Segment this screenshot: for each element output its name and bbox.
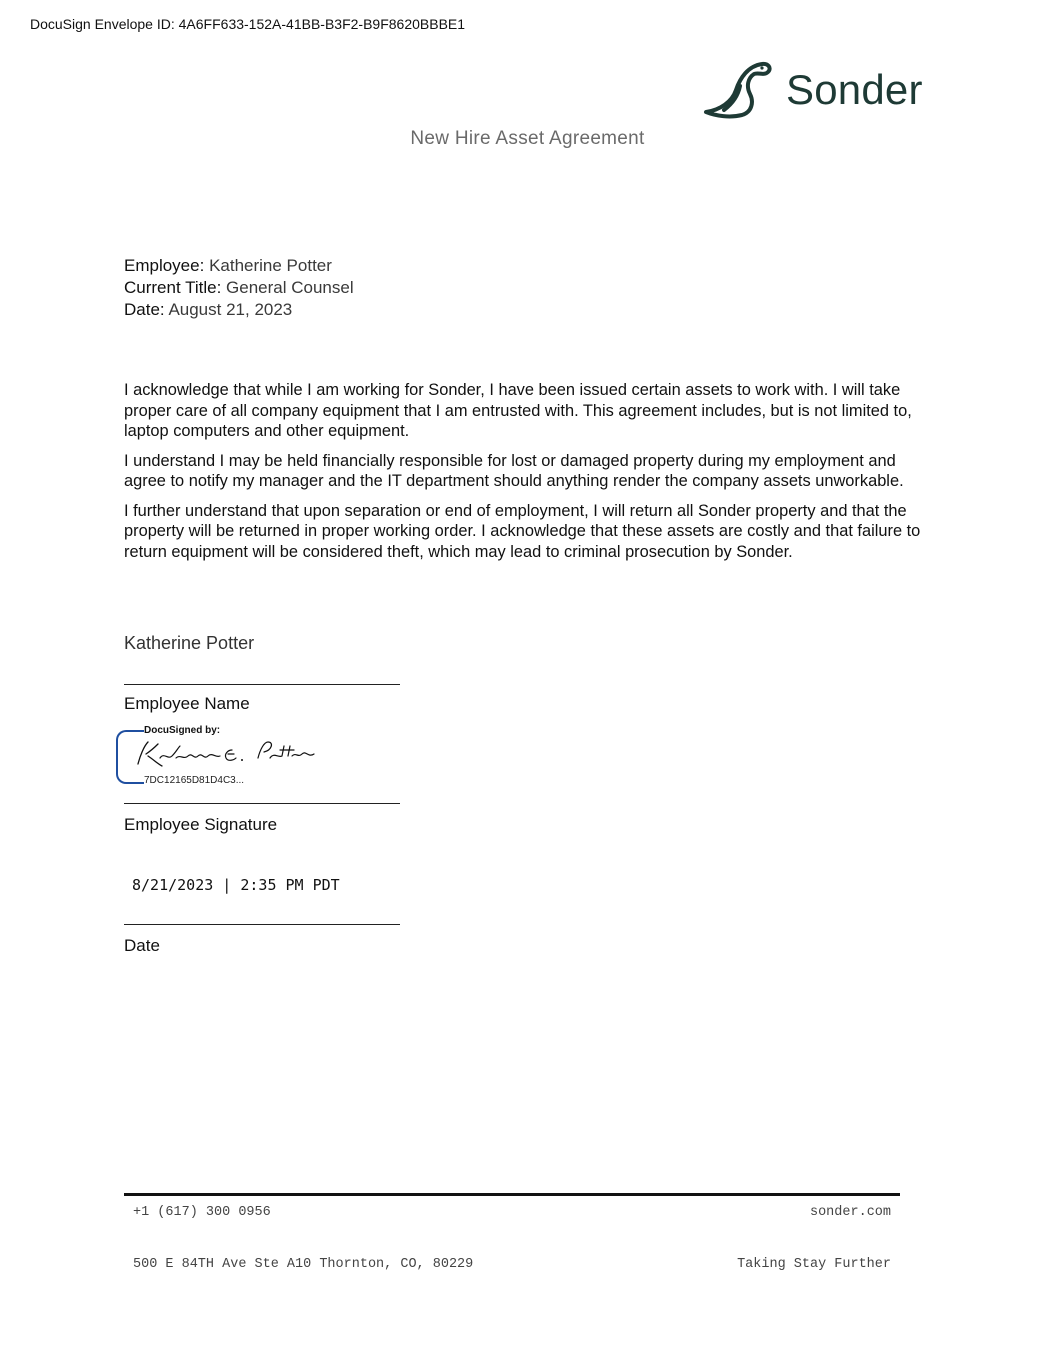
employee-signature-label: Employee Signature <box>124 815 278 834</box>
employee-name-value: Katherine Potter <box>124 633 255 653</box>
handwritten-signature <box>132 736 322 772</box>
footer-divider <box>124 1193 900 1196</box>
date-field-label: Date <box>124 936 160 955</box>
docusign-envelope-id: DocuSign Envelope ID: 4A6FF633-152A-41BB-B3F2-B9F8620BBBE1 <box>30 16 466 32</box>
date-line <box>124 924 400 925</box>
paragraph-responsibility: I understand I may be held financially responsible for lost or damaged property during my employment and agree to notify my manager and the IT department should anything render the company assets unworkable. <box>124 451 904 490</box>
sonder-bird-icon <box>702 60 774 120</box>
paragraph-acknowledge: I acknowledge that while I am working for Sonder, I have been issued certain assets to work with. I will take proper care of all company equipment that I am entrusted with. This agreement includes, but is not limited to, laptop computers and other equipment. <box>124 381 912 440</box>
docusigned-by-label: DocuSigned by: <box>144 725 221 736</box>
employee-info <box>124 255 354 321</box>
sonder-wordmark: Sonder <box>786 66 923 113</box>
title-value: General Counsel <box>226 278 354 297</box>
date-label: Date: <box>124 300 165 319</box>
title-label: Current Title: <box>124 278 222 297</box>
footer-tagline: Taking Stay Further <box>737 1257 891 1272</box>
employee-name-label: Employee Name <box>124 694 250 713</box>
employee-row <box>124 255 354 277</box>
sonder-logo <box>702 60 923 120</box>
footer-website: sonder.com <box>809 1205 891 1220</box>
employee-label: Employee: <box>124 256 205 275</box>
employee-signature-line <box>124 803 400 804</box>
signed-date-value: 8/21/2023 | 2:35 PM PDT <box>132 876 340 894</box>
footer-address: 500 E 84TH Ave Ste A10 Thornton, CO, 80229 <box>133 1257 474 1272</box>
title-row <box>124 277 354 299</box>
docusign-id: 7DC12165D81D4C3... <box>144 775 245 786</box>
paragraph-return: I further understand that upon separation or end of employment, I will return all Sonder property and that the property will be returned in proper working order. I acknowledge that these assets are costly and that failure to return equipment will be considered theft, which may lead to criminal prosecution by Sonder. <box>124 501 921 561</box>
agreement-body <box>124 380 930 571</box>
date-value: August 21, 2023 <box>168 300 293 319</box>
date-row <box>124 299 354 321</box>
docusign-signature-stamp <box>116 724 316 790</box>
footer-phone: +1 (617) 300 0956 <box>133 1205 271 1220</box>
employee-name-line <box>124 684 400 685</box>
document-title: New Hire Asset Agreement <box>410 128 645 149</box>
employee-value: Katherine Potter <box>209 256 332 275</box>
